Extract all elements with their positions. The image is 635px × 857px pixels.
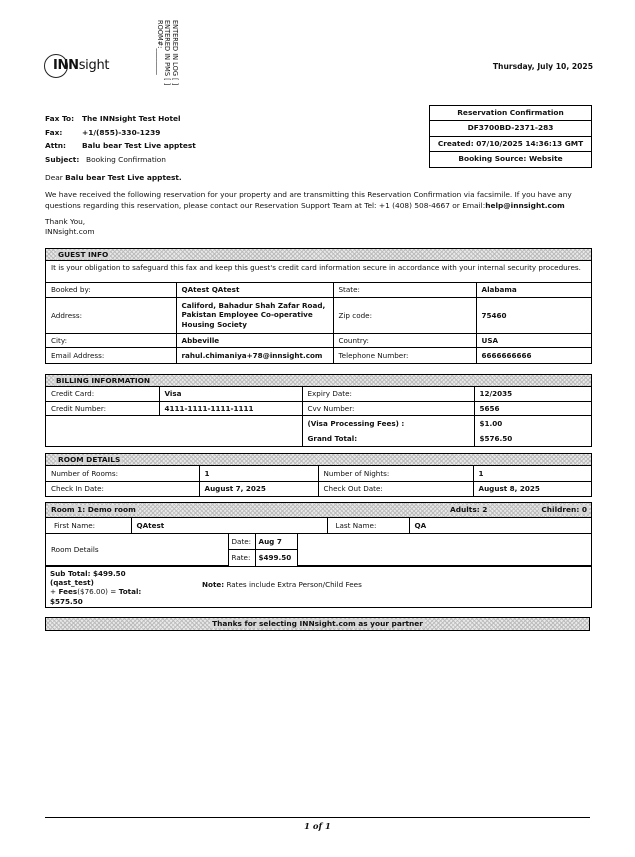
room-details-header bbox=[46, 454, 591, 466]
address-value: Califord, Bahadur Shah Zafar Road, Pakistan Employee Co-operative Housing Society bbox=[176, 297, 333, 333]
room1-section bbox=[45, 502, 592, 608]
guest-info-title: GUEST INFO bbox=[58, 250, 109, 259]
attn-label: Attn: bbox=[45, 141, 67, 150]
booked-by-value: QAtest QAtest bbox=[176, 283, 333, 297]
room1-guest-table bbox=[46, 518, 591, 533]
checkout-value: August 8, 2025 bbox=[473, 481, 591, 496]
table-row bbox=[46, 481, 591, 496]
booked-by-label: Booked by: bbox=[46, 283, 176, 297]
footer-divider bbox=[45, 817, 590, 818]
stamp-line-room: ROOM#:________ bbox=[156, 20, 164, 75]
room-details-section bbox=[45, 453, 592, 497]
num-rooms-value: 1 bbox=[199, 466, 318, 481]
billing-table bbox=[46, 387, 591, 446]
salutation bbox=[45, 173, 590, 184]
fax-header bbox=[45, 112, 196, 166]
phone-value: 6666666666 bbox=[476, 347, 591, 363]
fees-word: Fees bbox=[58, 587, 78, 597]
rate-value: $499.50 bbox=[255, 550, 297, 566]
card-label: Credit Card: bbox=[46, 387, 159, 401]
thanks-text: Thanks for selecting INNsight.com as your partner bbox=[212, 619, 423, 628]
fees-amount: ($76.00) = bbox=[77, 587, 117, 597]
grand-total-label: Grand Total: bbox=[307, 433, 358, 443]
logo-part2: sight bbox=[78, 58, 110, 73]
email-label: Email Address: bbox=[46, 347, 176, 363]
fees-total-labels bbox=[302, 415, 474, 446]
credit-number-label: Credit Number: bbox=[46, 401, 159, 415]
state-value: Alabama bbox=[476, 283, 591, 297]
room1-summary bbox=[46, 566, 591, 607]
fees-label: (Visa Processing Fees) : bbox=[307, 418, 405, 428]
table-row bbox=[46, 297, 591, 333]
page-number: 1 of 1 bbox=[304, 821, 331, 831]
support-email: help@innsight.com bbox=[485, 200, 565, 210]
table-row bbox=[46, 283, 591, 297]
rate-label: Rate: bbox=[228, 550, 255, 566]
email-value: rahul.chimaniya+78@innsight.com bbox=[176, 347, 333, 363]
table-row bbox=[46, 401, 591, 415]
country-label: Country: bbox=[333, 333, 476, 347]
fax-to-label: Fax To: bbox=[45, 114, 75, 123]
table-row bbox=[46, 518, 591, 533]
table-row bbox=[46, 534, 591, 550]
attn-value: Balu bear Test Live apptest bbox=[82, 141, 196, 150]
logo-part1: INN bbox=[53, 58, 79, 73]
checkin-value: August 7, 2025 bbox=[199, 481, 318, 496]
state-label: State: bbox=[333, 283, 476, 297]
room1-rates-table bbox=[46, 533, 591, 566]
subject-label: Subject: bbox=[45, 154, 80, 164]
entry-stamp bbox=[156, 20, 179, 104]
room1-header bbox=[46, 503, 591, 518]
subtotal-block bbox=[50, 569, 141, 606]
plus-sign: + bbox=[50, 587, 57, 597]
num-rooms-label: Number of Rooms: bbox=[46, 466, 199, 481]
address-label: Address: bbox=[46, 297, 176, 333]
room1-title: Room 1: Demo room bbox=[51, 505, 136, 514]
date-label: Date: bbox=[228, 534, 255, 550]
thanks-bar bbox=[45, 617, 590, 631]
city-value: Abbeville bbox=[176, 333, 333, 347]
booking-source: Booking Source: Website bbox=[458, 154, 563, 164]
document-date: Thursday, July 10, 2025 bbox=[492, 62, 593, 71]
zip-value: 75460 bbox=[476, 297, 591, 333]
city-label: City: bbox=[46, 333, 176, 347]
table-row bbox=[46, 415, 591, 446]
date-value: Aug 7 bbox=[255, 534, 297, 550]
confirmation-number: DF3700BD-2371-283 bbox=[430, 121, 591, 136]
room1-adults: Adults: 2 bbox=[450, 505, 488, 514]
table-row bbox=[46, 466, 591, 481]
num-nights-value: 1 bbox=[473, 466, 591, 481]
cvv-label: Cvv Number: bbox=[302, 401, 474, 415]
rate-note bbox=[202, 580, 362, 589]
num-nights-label: Number of Nights: bbox=[318, 466, 473, 481]
subtotal-fees-line bbox=[50, 587, 141, 596]
subject-value: Booking Confirmation bbox=[86, 154, 166, 164]
confirmation-created: Created: 07/10/2025 14:36:13 GMT bbox=[430, 137, 591, 152]
stamp-line-log: ENTERED IN LOG [ ] bbox=[171, 20, 179, 86]
billing-title: BILLING INFORMATION bbox=[56, 376, 151, 385]
letter-body-text: We have received the following reservation for your property and are transmitting this Reservation Confirmation via facsimile. If you have any questions regarding this reservation, please contact our Reservation Support Team at Tel: +1 (408) 508-4667 or Email: bbox=[45, 190, 572, 210]
cvv-value: 5656 bbox=[474, 401, 591, 415]
dear-name: Balu bear Test Live apptest. bbox=[65, 173, 182, 182]
total-amount: $575.50 bbox=[50, 596, 83, 606]
card-value: Visa bbox=[159, 387, 302, 401]
phone-label: Telephone Number: bbox=[333, 347, 476, 363]
zip-label: Zip code: bbox=[333, 297, 476, 333]
fax-to-value: The INNsight Test Hotel bbox=[82, 114, 181, 123]
room-details-table bbox=[46, 466, 591, 496]
guest-info-note: It is your obligation to safeguard this fax and keep this guest's credit card information secure in accordance with your internal security procedures. bbox=[46, 261, 591, 283]
note-label: Note: bbox=[202, 580, 225, 589]
total-word: Total: bbox=[118, 587, 142, 597]
note-text: Rates include Extra Person/Child Fees bbox=[226, 580, 362, 589]
fees-value: $1.00 bbox=[479, 418, 503, 428]
expiry-label: Expiry Date: bbox=[302, 387, 474, 401]
table-row bbox=[46, 347, 591, 363]
table-row bbox=[46, 333, 591, 347]
table-row bbox=[46, 387, 591, 401]
first-name-label: First Name: bbox=[46, 518, 131, 533]
last-name-value: QA bbox=[409, 518, 591, 533]
stamp-line-pms: ENTERED IN PMS [ ] bbox=[163, 20, 172, 86]
guest-info-table bbox=[46, 283, 591, 363]
room1-children: Children: 0 bbox=[541, 505, 587, 514]
billing-empty-cell bbox=[46, 415, 302, 446]
signature: INNsight.com bbox=[45, 227, 95, 236]
country-value: USA bbox=[476, 333, 591, 347]
innsight-logo bbox=[44, 52, 114, 78]
guest-info-section bbox=[45, 248, 592, 364]
checkout-label: Check Out Date: bbox=[318, 481, 473, 496]
last-name-label: Last Name: bbox=[327, 518, 409, 533]
guest-info-header bbox=[46, 249, 591, 261]
fees-total-values bbox=[474, 415, 591, 446]
subtotal-line: Sub Total: $499.50 bbox=[50, 569, 126, 578]
room-details-title: ROOM DETAILS bbox=[58, 455, 121, 464]
fax-label: Fax: bbox=[45, 127, 63, 137]
confirmation-title: Reservation Confirmation bbox=[430, 106, 591, 121]
billing-header bbox=[46, 375, 591, 387]
confirmation-box bbox=[429, 105, 592, 168]
rates-empty-cell bbox=[297, 534, 591, 566]
credit-number-value: 4111-1111-1111-1111 bbox=[159, 401, 302, 415]
grand-total-value: $576.50 bbox=[479, 433, 513, 443]
dear-text: Dear bbox=[45, 173, 63, 182]
first-name-value: QAtest bbox=[131, 518, 327, 533]
letter-body bbox=[45, 190, 590, 211]
fax-number: +1/(855)-330-1239 bbox=[82, 127, 161, 137]
billing-section bbox=[45, 374, 592, 447]
thank-you: Thank You, bbox=[45, 217, 86, 226]
subtotal-code: (qast_test) bbox=[50, 578, 94, 588]
checkin-label: Check In Date: bbox=[46, 481, 199, 496]
expiry-value: 12/2035 bbox=[474, 387, 591, 401]
room-details-label: Room Details bbox=[46, 534, 228, 566]
